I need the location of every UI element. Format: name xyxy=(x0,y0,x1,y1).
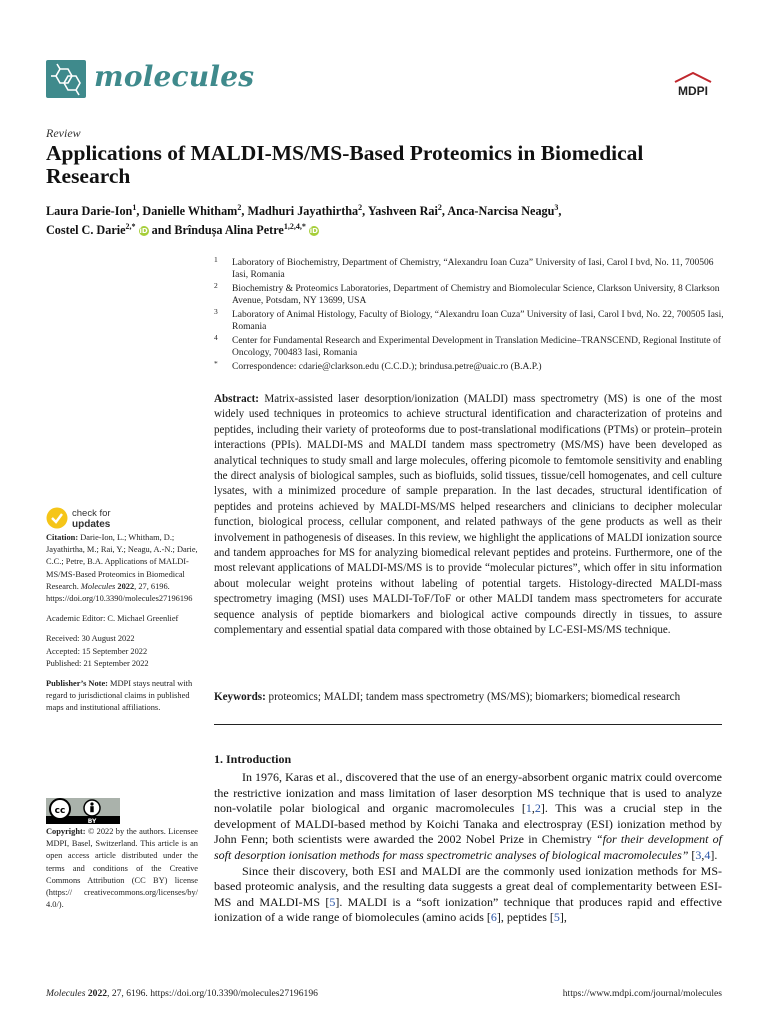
author-name: Costel C. Darie xyxy=(46,223,126,238)
author-affiliation-marker: 2 xyxy=(437,203,442,212)
svg-text:MDPI: MDPI xyxy=(678,84,708,98)
reference-link[interactable]: 2 xyxy=(534,801,541,816)
footer-citation xyxy=(46,988,318,999)
quoted-text: “for their development of soft desorption ionisation methods for mass spectrometric analyses of biological macromolecules” xyxy=(214,832,722,862)
svg-text:updates: updates xyxy=(72,519,111,530)
author-list: Laura Darie-Ion$^1$, Danielle Whitham$^2$, Madhuri Jayathirtha$^2$, Yashveen Rai$^2$, Anca-Narcisa Neagu$^3$, Costel C. Darie$^{2,*}$ iD and Brîndușa Alina Petre$^{1,2,4,*}$ iD xyxy=(46,203,562,238)
reference-link[interactable]: 5 xyxy=(553,910,560,925)
svg-text:BY: BY xyxy=(87,818,97,824)
author-affiliation-marker: 2 xyxy=(237,203,242,212)
affiliation-number: 4 xyxy=(214,332,218,342)
publisher-note-text: MDPI stays neutral with regard to jurisdictional claims in published maps and institutional affiliations. xyxy=(46,679,193,713)
abstract xyxy=(214,392,722,639)
author-name: Anca-Narcisa Neagu xyxy=(447,204,555,219)
keywords xyxy=(214,690,722,705)
paragraph xyxy=(214,770,722,864)
accepted-date: Accepted: 15 September 2022 xyxy=(46,646,148,656)
svg-text:check for: check for xyxy=(72,508,111,519)
section-divider xyxy=(214,724,722,725)
svg-text:cc: cc xyxy=(54,806,66,816)
affiliation-text: Correspondence: cdarie@clarkson.edu (C.C.D.); brindusa.petre@uaic.ro (B.A.P.) xyxy=(232,361,542,372)
affiliations xyxy=(214,257,724,374)
footer-doi[interactable]: , 27, 6196. https://doi.org/10.3390/molecules27196196 xyxy=(107,988,318,999)
citation-year: 2022 xyxy=(117,581,135,591)
author-name: Laura Darie-Ion xyxy=(46,204,133,219)
author-name: Danielle Whitham xyxy=(142,204,238,219)
reference-link[interactable]: 5 xyxy=(329,894,336,909)
affiliation-number: 2 xyxy=(214,280,218,290)
body-text: ], peptides [ xyxy=(496,910,554,925)
mdpi-logo-icon xyxy=(667,70,719,100)
article-type: Review xyxy=(46,126,81,140)
body-text: In 1976, Karas et al., discovered that the use of an energy-absorbent organic matrix could overcome the restrictive ionization and mass limitation of laser desorption MS technique that is used to analyze non-volatile polar biological and organic macromolecules [ xyxy=(214,770,722,816)
citation-label: Citation: xyxy=(46,533,79,542)
keywords-label: Keywords: xyxy=(214,691,266,703)
citation-volume[interactable]: , 27, 6196. https://doi.org/10.3390/molecules27196196 xyxy=(46,581,193,604)
orcid-icon[interactable]: iD xyxy=(139,227,148,236)
keywords-text: proteomics; MALDI; tandem mass spectrometry (MS/MS); biomarkers; biomedical research xyxy=(268,691,681,703)
affiliation-item xyxy=(214,280,724,307)
citation-journal: Molecules xyxy=(80,581,116,591)
author-affiliation-marker: 2 xyxy=(358,203,363,212)
received-date: Received: 30 August 2022 xyxy=(46,634,135,644)
author-affiliation-marker: 3 xyxy=(554,203,559,212)
affiliation-item xyxy=(214,257,724,281)
footer-journal: Molecules xyxy=(46,988,86,999)
affiliation-number: 1 xyxy=(214,255,218,264)
reference-link[interactable]: 3 xyxy=(695,847,702,862)
academic-editor: Academic Editor: C. Michael Greenlief xyxy=(46,614,179,624)
citation-block xyxy=(46,532,198,605)
body-text: , xyxy=(531,801,535,816)
footer-journal-url[interactable]: https://www.mdpi.com/journal/molecules xyxy=(562,988,722,999)
affiliation-number: * xyxy=(214,358,218,368)
author-affiliation-marker: 2,* xyxy=(125,222,136,232)
affiliation-text: Center for Fundamental Research and Experimental Development in Translation Medicine–TRANSCEND, Regional Institute of Oncology, 700483 Iasi, Romania xyxy=(232,335,721,358)
abstract-label: Abstract: xyxy=(214,393,259,405)
body-text: ], xyxy=(559,910,567,925)
body-text: ]. xyxy=(710,847,718,862)
copyright-text: © 2022 by the authors. Licensee MDPI, Basel, Switzerland. This article is an open access article distributed under the terms and conditions of the Creative Commons Attribution (CC BY) license (https:// creativecommons.org/licenses/by/ 4.0/). xyxy=(46,827,198,910)
article-title: Applications of MALDI-MS/MS-Based Proteomics in Biomedical Research xyxy=(46,141,644,188)
section-heading-introduction: 1. Introduction xyxy=(214,752,292,766)
body-text: Since their discovery, both ESI and MALDI are the commonly used ionization methods for MS-based proteomic analysis, and the resulting data suggests a great deal of complementarity between ESI-MS and MALDI-MS [ xyxy=(214,863,722,909)
published-date: Published: 21 September 2022 xyxy=(46,658,149,668)
abstract-text: Matrix-assisted laser desorption/ionization (MALDI) mass spectrometry (MS) is one of the most widely used techniques in proteomics to achieve structural identification and characterization of proteins and peptides, including their variety of proteoforms due to post-translational modifications (PTMs) or protein–protein interactions (PPIs). MALDI-MS and MALDI tandem mass spectrometry (MS/MS) have been developed as analytical techniques to study small and large molecules, offering picomole to femtomole sensitivity and enabling the direct analysis of biological samples, such as biofluids, solid tissues, tissue/cell homogenates, and cell culture lysates, with a minimized procedure of sample preparation. In the last decades, structural identification of peptides and proteins achieved by MALDI-MS/MS helped researchers and clinicians to decipher molecular function, biological process, cellular component, and related pathways of the gene products as well as their involvement in pathogenesis of diseases. In this review, we highlight the applications of MALDI ionization source and tandem approaches for MS for analyzing biomedical relevant peptides and proteins. Furthermore, one of the most relevant applications of MALDI-MS/MS is to provide “molecular pictures”, which offer in situ information about molecular weight proteins without labeling of potential targets. Histology-directed MALDI-mass spectrometry imaging (MSI) uses MALDI-ToF/ToF or other MALDI tandem mass spectrometers for accurate sequence analysis of peptide biomarkers and biological active compounds directly in tissues, to assure complementary and essential spatial data compared with those obtained by LC-ESI-MS/MS technique. xyxy=(214,393,723,637)
copyright-label: Copyright: xyxy=(46,827,86,836)
author-affiliation-marker: 1,2,4,* xyxy=(283,222,306,232)
reference-link[interactable]: 6 xyxy=(490,910,497,925)
author-name: Brîndușa Alina Petre xyxy=(174,223,284,238)
publisher-note-label: Publisher’s Note: xyxy=(46,679,108,689)
copyright-notice xyxy=(46,826,198,911)
affiliation-item xyxy=(214,332,724,359)
affiliation-item xyxy=(214,358,724,373)
affiliation-number: 3 xyxy=(214,306,218,316)
article-info-sidebar xyxy=(46,532,198,723)
affiliation-text: Laboratory of Animal Histology, Faculty of Biology, “Alexandru Ioan Cuza” University of Iasi, Carol I bvd, No. 22, 700505 Iasi, Romania xyxy=(232,309,724,333)
dates-block xyxy=(46,633,198,670)
body-text: [ xyxy=(688,847,696,862)
affiliation-text: Laboratory of Biochemistry, Department of Chemistry, “Alexandru Ioan Cuza” University of Iasi, Carol I bvd, No. 11, 700506 Iasi, Romania xyxy=(232,258,714,281)
footer-year: 2022 xyxy=(87,988,108,999)
reference-link[interactable]: 1 xyxy=(525,801,532,816)
orcid-icon[interactable]: iD xyxy=(309,227,318,236)
cc-by-license-icon[interactable] xyxy=(46,798,120,824)
affiliation-text: Biochemistry & Proteomics Laboratories, Department of Chemistry and Biomolecular Science, Clarkson University, 8 Clarkson Avenue, Potsdam, NY 13699, USA xyxy=(232,283,720,307)
author-name: Yashveen Rai xyxy=(367,204,438,219)
molecules-logo-icon xyxy=(46,60,86,98)
author-affiliation-marker: 1 xyxy=(132,203,137,212)
author-name: Madhuri Jayathirtha xyxy=(247,204,359,219)
journal-name: molecules xyxy=(94,60,255,93)
paragraph xyxy=(214,864,722,926)
body-text: ]. MALDI is a “soft ionization” technique that produces rapid and effective ionization of a wide range of biomolecules (amino acids [ xyxy=(214,894,722,925)
citation-text: Darie-Ion, L.; Whitham, D.; Jayathirtha, M.; Rai, Y.; Neagu, A.-N.; Darie, C.C.; Petre, B.A. Applications of MALDI-MS/MS-Based Proteomics in Biomedical Research. xyxy=(46,533,198,591)
reference-link[interactable]: 4 xyxy=(704,847,711,862)
body-text: , xyxy=(701,847,705,862)
publisher-note xyxy=(46,678,198,715)
body-text: ]. This was a crucial step in the development of MALDI-based method by Koichi Tanaka and electrospray (ESI) ionization method by John Fenn; both scientists were awarded the 2002 Nobel Prize in Chemistry xyxy=(214,801,722,847)
check-for-updates-button[interactable] xyxy=(46,505,166,531)
introduction-body xyxy=(214,770,722,926)
affiliation-item xyxy=(214,306,724,333)
